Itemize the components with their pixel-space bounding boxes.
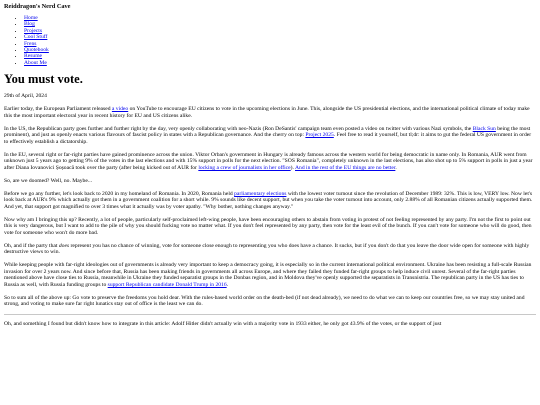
text: represent you has no chance of winning, vote for someone close enough to representing you who does have a chance. It sucks, but if you don't do that you leave the door wide open for someone with highly destructive views to win. <box>4 242 530 256</box>
divider <box>4 314 536 315</box>
link-black-sun[interactable]: Black Sun <box>472 125 496 132</box>
text: ). <box>290 164 296 171</box>
nav-item-about-me <box>24 60 536 66</box>
text: In the US, the Republican party goes further and further right by the day, very openly collaborating with neo-Nazis (Ron DeSantis' campaign team even posted a video on twitter with various Nazi symbols, the <box>4 125 473 132</box>
text: . Feel free to read it yourself, but tl;dr: it aims to gut the federal US government in order to effectively establish a dictatorship. <box>4 132 532 145</box>
paragraph-4: So, are we doomed? Well, no. Maybe... <box>4 177 92 184</box>
paragraph-7 <box>4 243 536 256</box>
post-title: You must vote. <box>4 72 83 87</box>
nav-link-resume[interactable]: Resume <box>24 53 43 60</box>
link-locking-journalists[interactable]: locking a crew of journalists in her office <box>198 164 291 171</box>
link-project-2025[interactable]: Project 2025 <box>305 132 334 139</box>
text: . <box>226 281 229 288</box>
paragraph-10: Oh, and something I found but didn't know how to integrate in this article: Adolf Hitler didn't actually win with a majority vote in 1933 either, he only got 43.9% of the votes, or the support of just <box>4 321 442 328</box>
text: with the lowest voter turnout since the revolution of December 1989: 32%. This is low, VERY low. Now let's look back at AUR's 9% which actually got them in a government coalition for a short while. 9% sounds like decent support, but when you take the voter turnout into account, only 2.88% of all Romanian citizens actually supported them. And yet, that support got magnified to over 3 times what it actually was by voter apathy. "Why bother, nothing changes anyway." <box>4 190 533 210</box>
main-nav <box>4 15 536 66</box>
paragraph-5 <box>4 191 536 211</box>
post-date: 29th of April, 2024 <box>4 93 47 100</box>
nav-link-quotebook[interactable]: Quotebook <box>24 47 49 54</box>
text: While keeping people with far-right ideologies out of governments is already very important to keep a democracy going, it is especially so in the current international political environment. Ukraine has been resisting a full-scale Russian invasion for over 2 years now. And since before that, Russia has been making friends in governments all across Europe, and where they failed they funded far-right groups to help induce civil unrest. Several of the far-right parties mentioned above have close ties to Russia, meanwhile in Ukraine they funded separatist groups in the Donbas region, and in Moldova they've openly supported the separatists in Transnistria. The republican party in the US has ties to Russia as well, with Russia funding groups to <box>4 262 532 288</box>
paragraph-8 <box>4 262 536 288</box>
text: being the most prominent), and just as openly enacts various flavours of fascist policy in states with a Republican governance. And the cherry on top: <box>4 125 531 139</box>
nav-link-cool-stuff[interactable]: Cool Stuff <box>24 34 48 41</box>
text: In the EU, several right or far-right parties have gained prominence across the union. Viktor Orban's government in Hungary is already famous across the western world for being democratic in name only. In Romania, AUR went from unknown just 5 years ago to getting 9% of the votes in the last elections and with 15% support in polls for the next election. "SOS Romania", completely unknown in the last elections, has also shot up to 5% support in polls in just a year after Diana Iovanovici Șoșoacă took over the party (after being kicked out of AUR for <box>4 151 533 171</box>
nav-link-frens[interactable]: Frens <box>24 40 37 47</box>
text: Before we go any further, let's look back to 2020 in my homeland of Romania. In 2020, Romania held <box>4 190 235 197</box>
emphasis: does <box>58 242 70 249</box>
nav-link-blog[interactable]: Blog <box>24 21 35 28</box>
paragraph-6: Now why am I bringing this up? Recently, a lot of people, particularly self-proclaimed left-wing people, have been encouraging others to abstain from voting in protest of not feeling represented by any party. I'm not the first to point out this is very dangerous, but I want to add to the pile of why you should fucking vote no matter what. If you don't feel represented by any party, then vote for the least evil of the bunch. If you can't vote for someone who will do good, then vote for someone who won't do more bad. <box>4 216 532 236</box>
site-title: Reiddragon's Nerd Cave <box>4 3 71 10</box>
link-parliamentary-elections[interactable]: parliamentary elections <box>234 190 287 197</box>
text: Earlier today, the European Parliament released <box>4 106 112 113</box>
link-a-video[interactable]: a video <box>111 106 129 113</box>
paragraph-3 <box>4 152 536 172</box>
nav-link-home[interactable]: Home <box>24 15 38 21</box>
paragraph-1 <box>4 106 536 119</box>
nav-link-projects[interactable]: Projects <box>24 27 43 34</box>
link-rest-of-eu[interactable]: And in the rest of the EU things are no better <box>295 164 396 171</box>
paragraph-2 <box>4 126 536 146</box>
text: . <box>395 164 397 171</box>
text: on YouTube to encourage EU citizens to vote in the upcoming elections in June. This, alongside the US presidential elections, and the international political climate of today make this the most important electoral year in recent history for EU and US citizens alike. <box>4 106 530 119</box>
link-support-trump[interactable]: support Republican candidate Donald Trump in 2016 <box>107 281 227 288</box>
nav-link-about-me[interactable]: About Me <box>24 59 47 66</box>
paragraph-9: So to sum all of the above up: Go vote to preserve the freedoms you hold dear. With the rules-based world order on the death-bed (if not dead already), we need to do what we can to keep our countries free, so we may stay united and strong, and voting to make sure far right lunatics stay out of office is the least we can do. <box>4 294 525 308</box>
text: Oh, and if the party that <box>4 242 59 249</box>
